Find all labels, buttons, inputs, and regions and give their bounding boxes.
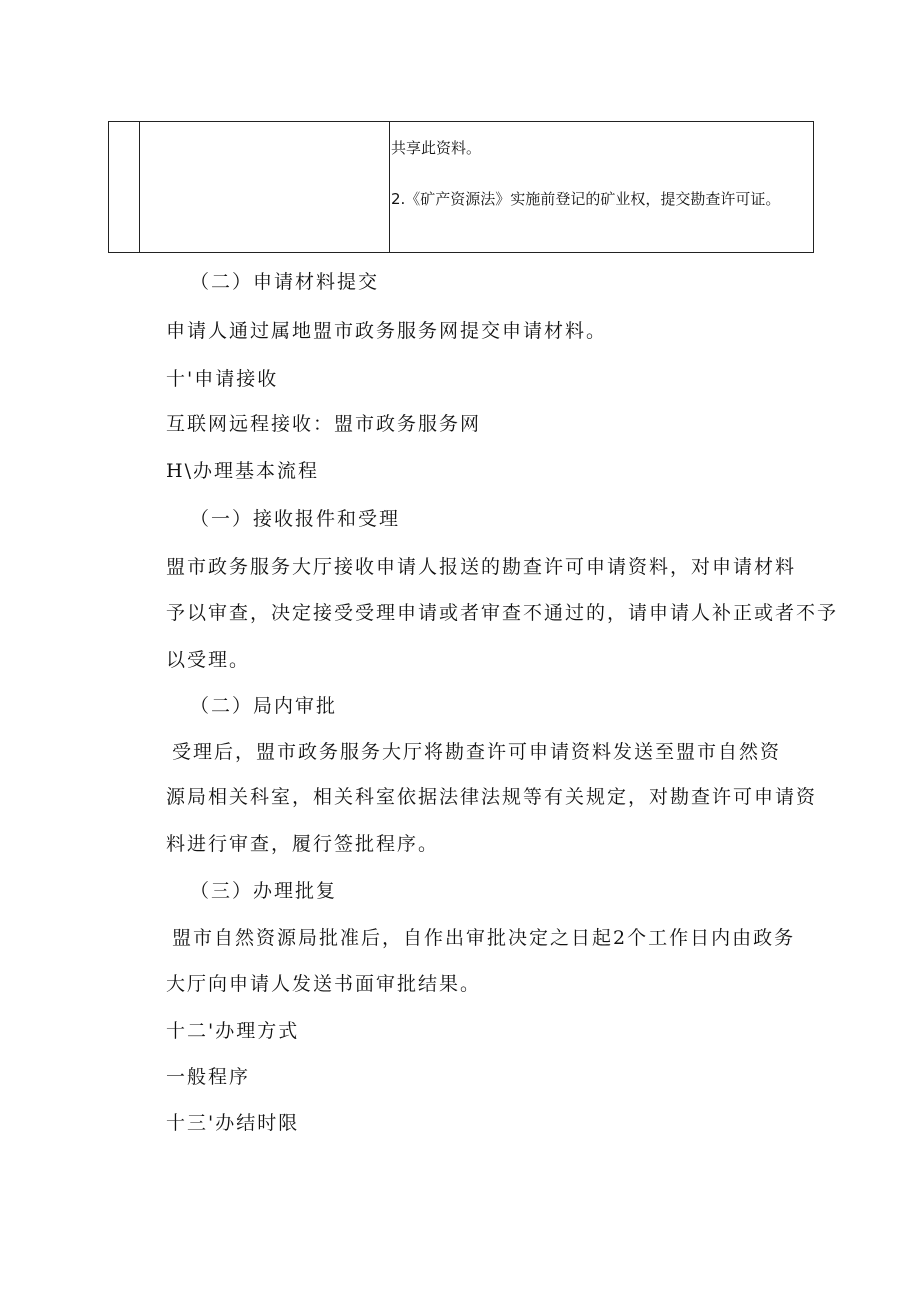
paragraph-line: 以受理。 <box>166 649 251 671</box>
table-cell-text: 共享此资料。 <box>391 139 482 157</box>
paragraph-line: 一般程序 <box>166 1066 251 1088</box>
section-heading: H\办理基本流程 <box>166 460 319 482</box>
table-cell-text: 2.《矿产资源法》实施前登记的矿业权，提交勘查许可证。 <box>391 190 781 208</box>
paragraph-line: 大厅向申请人发送书面审批结果。 <box>166 973 482 995</box>
section-heading: 十三'办结时限 <box>166 1112 300 1134</box>
paragraph-line: 予以审查，决定接受受理申请或者审查不通过的，请申请人补正或者不予 <box>166 602 839 624</box>
paragraph-line: 互联网远程接收：盟市政务服务网 <box>166 413 482 435</box>
paragraph-line: 受理后，盟市政务服务大厅将勘查许可申请资料发送至盟市自然资 <box>172 741 782 763</box>
paragraph-line: 申请人通过属地盟市政务服务网提交申请材料。 <box>166 320 608 342</box>
paragraph-line: 盟市自然资源局批准后，自作出审批决定之日起2个工作日内由政务 <box>172 927 796 949</box>
table-column-divider <box>389 122 390 252</box>
paragraph-line: 源局相关科室，相关科室依据法律法规等有关规定，对勘查许可申请资 <box>166 786 818 808</box>
section-heading: （一）接收报件和受理 <box>190 508 401 530</box>
section-heading: （三）办理批复 <box>190 880 338 902</box>
paragraph-line: 盟市政务服务大厅接收申请人报送的勘查许可申请资料，对申请材料 <box>166 556 797 578</box>
section-heading: （二）局内审批 <box>190 695 338 717</box>
section-heading: 十二'办理方式 <box>166 1020 300 1042</box>
table-column-divider <box>139 122 140 252</box>
paragraph-line: 料进行审查，履行签批程序。 <box>166 833 440 855</box>
section-heading: 十'申请接收 <box>166 368 279 390</box>
section-heading: （二）申请材料提交 <box>190 271 380 293</box>
requirements-table-fragment <box>108 121 814 253</box>
